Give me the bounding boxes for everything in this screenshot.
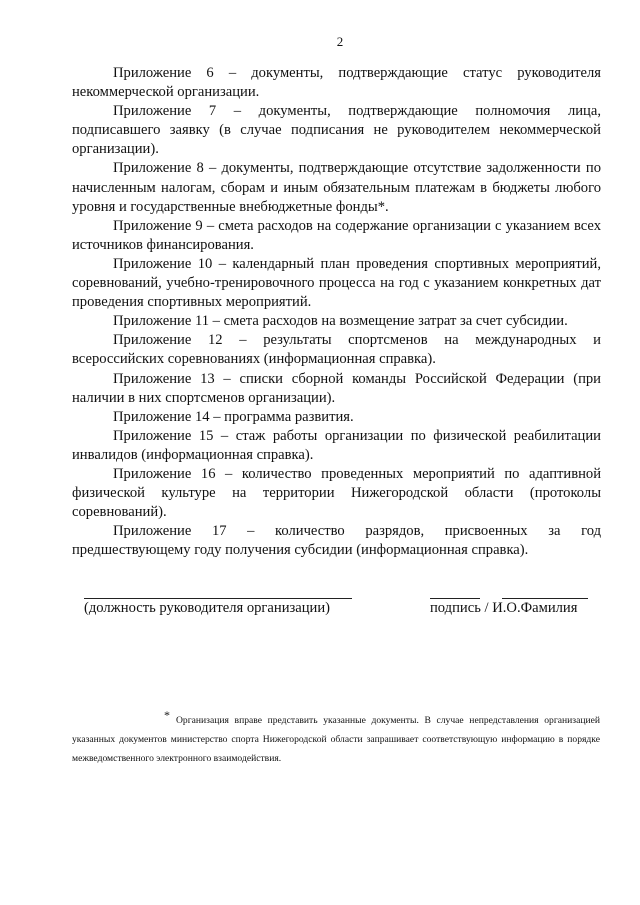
appendix-item: Приложение 13 – списки сборной команды Российской Федерации (при наличии в них спортсменов организации).	[72, 370, 601, 406]
appendix-item: Приложение 6 – документы, подтверждающие статус руководителя некоммерческой организации.	[72, 65, 601, 101]
name-line	[502, 598, 588, 599]
appendix-item: Приложение 15 – стаж работы организации по физической реабилитации инвалидов (информационная справка).	[72, 427, 601, 463]
appendix-item: Приложение 14 – программа развития.	[113, 408, 354, 425]
signature-line	[430, 598, 480, 599]
appendix-item: Приложение 7 – документы, подтверждающие полномочия лица, подписавшего заявку (в случае подписания не руководителем некоммерческой организации).	[72, 103, 601, 158]
signature-caption: подпись / И.О.Фамилия	[430, 600, 578, 616]
appendix-item: Приложение 11 – смета расходов на возмещение затрат за счет субсидии.	[113, 313, 568, 330]
appendix-item: Приложение 17 – количество разрядов, присвоенных за год предшествующему году получения субсидии (информационная справка).	[72, 523, 601, 559]
footnote: * Организация вправе представить указанные документы. В случае непредставления организацией указанных документов министерство спорта Нижегородской области запрашивает соответствующую информацию в порядке межведомственного электронного взаимодействия.	[72, 708, 600, 764]
appendix-item: Приложение 8 – документы, подтверждающие отсутствие задолженности по начисленным налогам, сборам и иным обязательным платежам в бюджеты любого уровня и государственные внебюджетные фонды*.	[72, 160, 601, 215]
footnote-text: Организация вправе представить указанные документы. В случае непредставления организацией указанных документов министерство спорта Нижегородской области запрашивает соответствующую информацию в порядке межведомственного электронного взаимодействия.	[72, 715, 600, 764]
page-number: 2	[336, 34, 344, 49]
appendix-item: Приложение 12 – результаты спортсменов на международных и всероссийских соревнованиях (информационная справка).	[72, 332, 601, 368]
appendix-item: Приложение 9 – смета расходов на содержание организации с указанием всех источников финансирования.	[72, 217, 601, 253]
position-caption: (должность руководителя организации)	[84, 600, 331, 616]
position-signature-line	[84, 598, 352, 599]
appendix-list	[72, 64, 601, 560]
appendix-item: Приложение 16 – количество проведенных мероприятий по адаптивной физической культуре на территории Нижегородской области (протоколы соревнований).	[72, 465, 601, 521]
appendix-item: Приложение 10 – календарный план проведения спортивных мероприятий, соревнований, учебно-тренировочного процесса на год с указанием конкретных дат проведения спортивных мероприятий.	[72, 255, 601, 311]
